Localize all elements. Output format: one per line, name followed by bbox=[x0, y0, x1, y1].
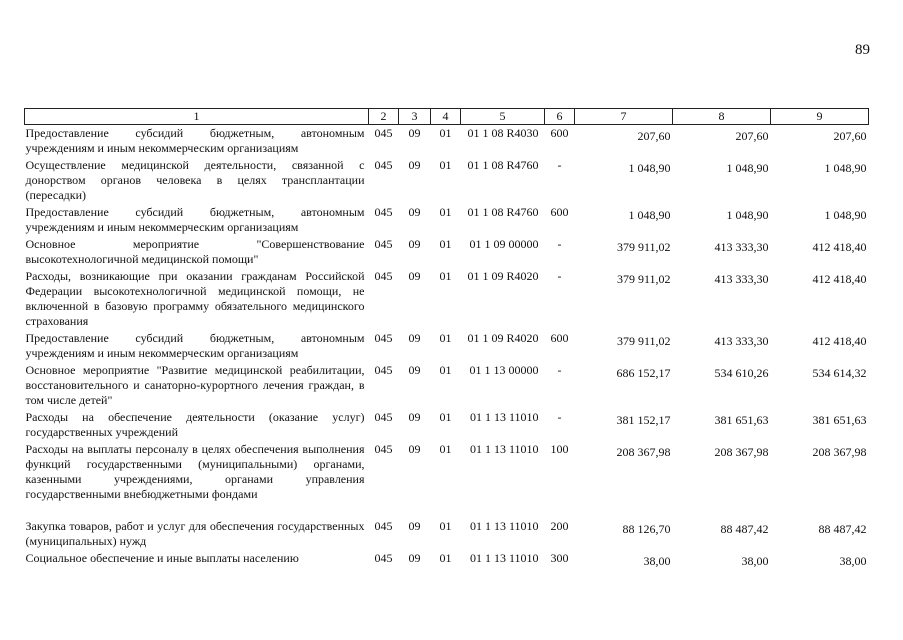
amount-col-9: 412 418,40 bbox=[812, 240, 867, 254]
subsection-code: 01 bbox=[439, 331, 452, 345]
table-row bbox=[25, 362, 869, 409]
amount-col-9: 1 048,90 bbox=[824, 208, 867, 222]
column-header: 3 bbox=[399, 109, 431, 125]
subsection-code: 01 bbox=[439, 363, 452, 377]
amount-col-8: 38,00 bbox=[741, 554, 769, 568]
row-description: Предоставление субсидий бюджетным, автономным учреждениям и иным некоммерческим организациям bbox=[25, 205, 365, 234]
amount-col-9: 412 418,40 bbox=[812, 272, 867, 286]
amount-col-7: 379 911,02 bbox=[616, 272, 671, 286]
amount-col-8: 1 048,90 bbox=[726, 161, 769, 175]
ministry-code: 045 bbox=[374, 237, 393, 251]
amount-col-8: 381 651,63 bbox=[714, 413, 769, 427]
target-article-code: 01 1 13 11010 bbox=[469, 410, 539, 424]
target-article-code: 01 1 09 R4020 bbox=[467, 269, 539, 283]
amount-col-9: 208 367,98 bbox=[812, 445, 867, 459]
section-code: 09 bbox=[408, 551, 421, 565]
amount-col-7: 207,60 bbox=[637, 129, 671, 143]
expense-type-code: - bbox=[557, 158, 562, 172]
section-code: 09 bbox=[408, 205, 421, 219]
target-article-code: 01 1 13 11010 bbox=[469, 551, 539, 565]
ministry-code: 045 bbox=[374, 442, 393, 456]
ministry-code: 045 bbox=[374, 205, 393, 219]
ministry-code: 045 bbox=[374, 126, 393, 140]
row-description: Предоставление субсидий бюджетным, автономным учреждениям и иным некоммерческим организациям bbox=[25, 126, 365, 155]
amount-col-8: 208 367,98 bbox=[714, 445, 769, 459]
section-code: 09 bbox=[408, 519, 421, 533]
table-row bbox=[25, 550, 869, 570]
amount-col-9: 88 487,42 bbox=[818, 522, 867, 536]
amount-col-7: 381 152,17 bbox=[616, 413, 671, 427]
table-row bbox=[25, 204, 869, 236]
ministry-code: 045 bbox=[374, 331, 393, 345]
ministry-code: 045 bbox=[374, 551, 393, 565]
table-row bbox=[25, 503, 869, 550]
section-code: 09 bbox=[408, 237, 421, 251]
subsection-code: 01 bbox=[439, 442, 452, 456]
section-code: 09 bbox=[408, 158, 421, 172]
expense-type-code: - bbox=[557, 269, 562, 283]
table-row bbox=[25, 125, 869, 158]
row-description: Предоставление субсидий бюджетным, автономным учреждениям и иным некоммерческим организациям bbox=[25, 331, 365, 360]
amount-col-7: 38,00 bbox=[643, 554, 671, 568]
section-code: 09 bbox=[408, 410, 421, 424]
amount-col-9: 1 048,90 bbox=[824, 161, 867, 175]
section-code: 09 bbox=[408, 442, 421, 456]
amount-col-8: 88 487,42 bbox=[720, 522, 769, 536]
section-code: 09 bbox=[408, 331, 421, 345]
column-header: 4 bbox=[431, 109, 461, 125]
amount-col-9: 412 418,40 bbox=[812, 334, 867, 348]
ministry-code: 045 bbox=[374, 363, 393, 377]
amount-col-8: 413 333,30 bbox=[714, 334, 769, 348]
amount-col-8: 1 048,90 bbox=[726, 208, 769, 222]
subsection-code: 01 bbox=[439, 269, 452, 283]
column-header: 9 bbox=[771, 109, 869, 125]
column-header: 2 bbox=[369, 109, 399, 125]
amount-col-7: 1 048,90 bbox=[628, 161, 671, 175]
target-article-code: 01 1 13 11010 bbox=[469, 442, 539, 456]
row-description: Социальное обеспечение и иные выплаты населению bbox=[25, 551, 299, 565]
budget-table bbox=[24, 108, 869, 570]
expense-type-code: 100 bbox=[550, 442, 569, 456]
subsection-code: 01 bbox=[439, 410, 452, 424]
section-code: 09 bbox=[408, 126, 421, 140]
column-header: 7 bbox=[575, 109, 673, 125]
row-description: Осуществление медицинской деятельности, связанной с донорством органов человека в целях трансплантации (пересадки) bbox=[25, 158, 365, 202]
row-description: Расходы на обеспечение деятельности (оказание услуг) государственных учреждений bbox=[25, 410, 365, 439]
amount-col-8: 534 610,26 bbox=[714, 366, 769, 380]
expense-type-code: - bbox=[557, 237, 562, 251]
amount-col-7: 88 126,70 bbox=[622, 522, 671, 536]
row-description: Закупка товаров, работ и услуг для обеспечения государственных (муниципальных) нужд bbox=[25, 519, 365, 548]
amount-col-7: 208 367,98 bbox=[616, 445, 671, 459]
row-description: Расходы на выплаты персоналу в целях обеспечения выполнения функций государственными (муниципальными) органами, казенными учреждениями, органами управления государственными внебюджетными фондами bbox=[25, 442, 365, 501]
table-row bbox=[25, 268, 869, 330]
amount-col-9: 534 614,32 bbox=[812, 366, 867, 380]
column-header: 6 bbox=[545, 109, 575, 125]
subsection-code: 01 bbox=[439, 158, 452, 172]
ministry-code: 045 bbox=[374, 269, 393, 283]
ministry-code: 045 bbox=[374, 158, 393, 172]
row-description: Основное мероприятие "Развитие медицинской реабилитации, восстановительного и санаторно-курортного лечения граждан, в том числе детей" bbox=[25, 363, 365, 407]
column-header: 5 bbox=[461, 109, 545, 125]
column-header: 8 bbox=[673, 109, 771, 125]
subsection-code: 01 bbox=[439, 551, 452, 565]
target-article-code: 01 1 09 00000 bbox=[469, 237, 539, 251]
expense-type-code: 600 bbox=[550, 205, 569, 219]
amount-col-7: 379 911,02 bbox=[616, 240, 671, 254]
amount-col-9: 381 651,63 bbox=[812, 413, 867, 427]
table-row bbox=[25, 330, 869, 362]
target-article-code: 01 1 13 00000 bbox=[469, 363, 539, 377]
ministry-code: 045 bbox=[374, 410, 393, 424]
expense-type-code: 600 bbox=[550, 126, 569, 140]
amount-col-8: 413 333,30 bbox=[714, 272, 769, 286]
row-description: Основное мероприятие "Совершенствование высокотехнологичной медицинской помощи" bbox=[25, 237, 365, 266]
subsection-code: 01 bbox=[439, 519, 452, 533]
row-description: Расходы, возникающие при оказании гражданам Российской Федерации высокотехнологичной медицинской помощи, не включенной в базовую программу обязательного медицинского страхования bbox=[25, 269, 365, 328]
table-row bbox=[25, 409, 869, 441]
column-header: 1 bbox=[25, 109, 369, 125]
expense-type-code: - bbox=[557, 363, 562, 377]
amount-col-9: 207,60 bbox=[833, 129, 867, 143]
expense-type-code: 600 bbox=[550, 331, 569, 345]
target-article-code: 01 1 13 11010 bbox=[469, 519, 539, 533]
expense-type-code: 300 bbox=[550, 551, 569, 565]
section-code: 09 bbox=[408, 363, 421, 377]
subsection-code: 01 bbox=[439, 126, 452, 140]
column-number-header-row bbox=[25, 109, 869, 125]
target-article-code: 01 1 08 R4030 bbox=[467, 126, 539, 140]
table-row bbox=[25, 157, 869, 204]
amount-col-8: 207,60 bbox=[735, 129, 769, 143]
subsection-code: 01 bbox=[439, 237, 452, 251]
page-number: 89 bbox=[855, 42, 870, 58]
amount-col-7: 686 152,17 bbox=[616, 366, 671, 380]
subsection-code: 01 bbox=[439, 205, 452, 219]
table-row bbox=[25, 441, 869, 503]
table-row bbox=[25, 236, 869, 268]
amount-col-9: 38,00 bbox=[839, 554, 867, 568]
expense-type-code: 200 bbox=[550, 519, 569, 533]
target-article-code: 01 1 08 R4760 bbox=[467, 158, 539, 172]
target-article-code: 01 1 08 R4760 bbox=[467, 205, 539, 219]
target-article-code: 01 1 09 R4020 bbox=[467, 331, 539, 345]
ministry-code: 045 bbox=[374, 519, 393, 533]
amount-col-7: 379 911,02 bbox=[616, 334, 671, 348]
amount-col-8: 413 333,30 bbox=[714, 240, 769, 254]
amount-col-7: 1 048,90 bbox=[628, 208, 671, 222]
section-code: 09 bbox=[408, 269, 421, 283]
expense-type-code: - bbox=[557, 410, 562, 424]
